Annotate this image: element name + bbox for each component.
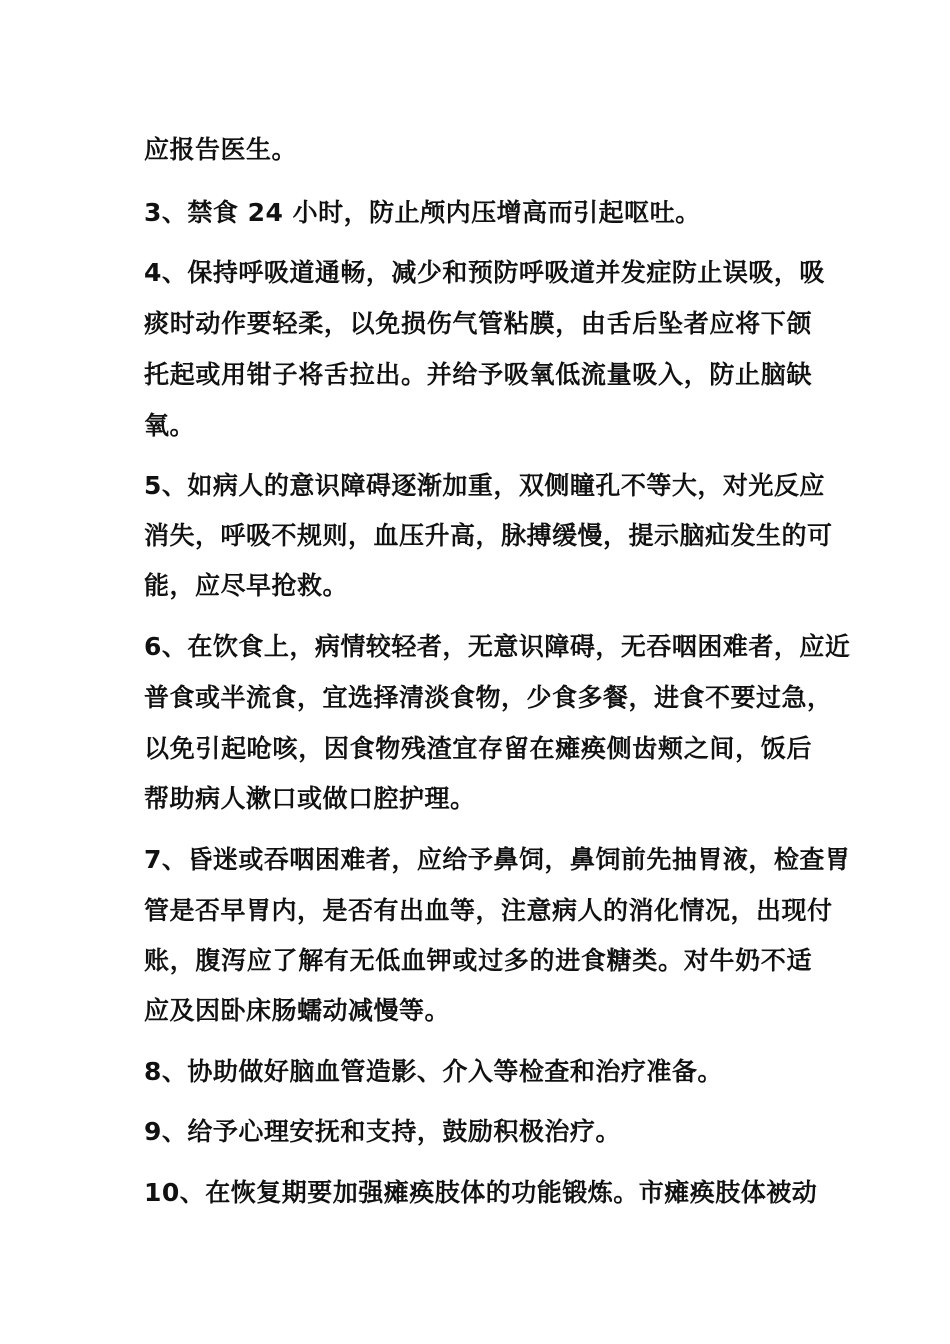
- paragraph-line: 9、给予心理安抚和支持，鼓励积极治疗。: [144, 1117, 621, 1146]
- paragraph-line: 应报告医生。: [144, 135, 298, 164]
- paragraph-line: 托起或用钳子将舌拉出。并给予吸氧低流量吸入，防止脑缺: [144, 360, 812, 389]
- paragraph-line: 应及因卧床肠蠕动减慢等。: [144, 996, 451, 1025]
- paragraph-line: 4、保持呼吸道通畅，减少和预防呼吸道并发症防止误吸，吸: [144, 258, 825, 287]
- paragraph-line: 10、在恢复期要加强瘫痪肢体的功能锻炼。市瘫痪肢体被动: [144, 1178, 818, 1207]
- paragraph-line: 消失，呼吸不规则，血压升高，脉搏缓慢，提示脑疝发生的可: [144, 521, 833, 550]
- paragraph-line: 5、如病人的意识障碍逐渐加重，双侧瞳孔不等大，对光反应: [144, 471, 825, 500]
- paragraph-line: 管是否早胃内，是否有出血等，注意病人的消化情况，出现付: [144, 896, 833, 925]
- paragraph-line: 帮助病人漱口或做口腔护理。: [144, 784, 476, 813]
- paragraph-line: 账，腹泻应了解有无低血钾或过多的进食糖类。对牛奶不适: [144, 946, 812, 975]
- paragraph-line: 3、禁食 24 小时，防止颅内压增高而引起呕吐。: [144, 198, 701, 227]
- paragraph-line: 能，应尽早抢救。: [144, 571, 349, 600]
- paragraph-line: 普食或半流食，宜选择清淡食物，少食多餐，进食不要过急，: [144, 683, 833, 712]
- paragraph-line: 以免引起呛咳，因食物残渣宜存留在瘫痪侧齿颊之间，饭后: [144, 734, 812, 763]
- paragraph-line: 氧。: [144, 411, 196, 440]
- paragraph-line: 8、协助做好脑血管造影、介入等检查和治疗准备。: [144, 1057, 723, 1086]
- paragraph-line: 7、昏迷或吞咽困难者，应给予鼻饲，鼻饲前先抽胃液，检查胃: [144, 845, 851, 874]
- paragraph-line: 痰时动作要轻柔，以免损伤气管粘膜，由舌后坠者应将下颌: [144, 309, 812, 338]
- paragraph-line: 6、在饮食上，病情较轻者，无意识障碍，无吞咽困难者，应近: [144, 632, 851, 661]
